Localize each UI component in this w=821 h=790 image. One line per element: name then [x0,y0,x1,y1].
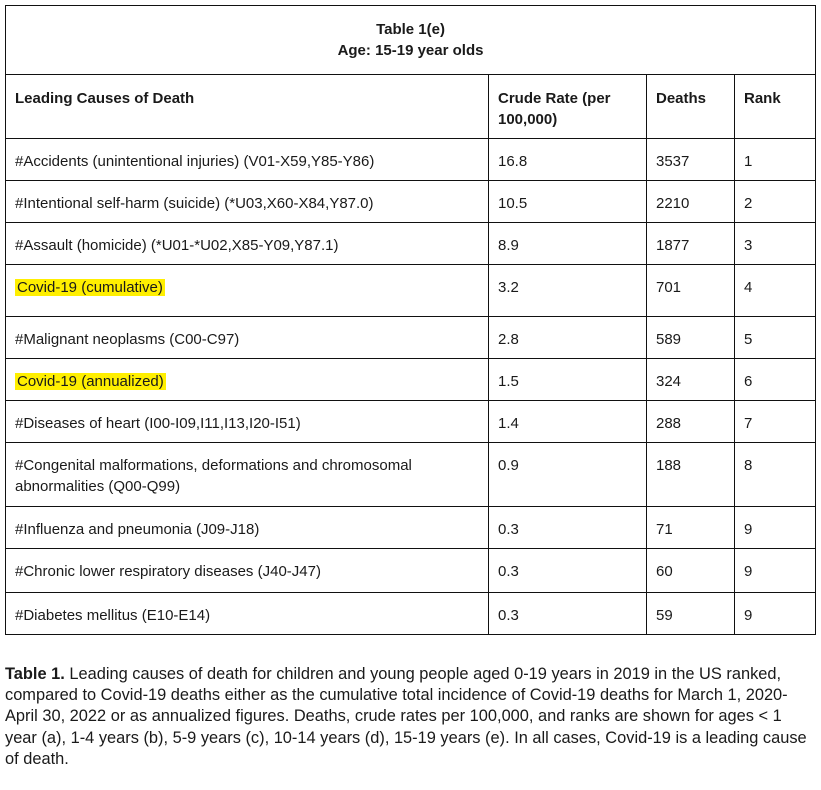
table-row [6,223,816,265]
cell-deaths: 324 [647,359,735,401]
cell-rank: 9 [735,507,816,549]
cell-cause [6,139,489,181]
header-rank: Rank [735,75,816,139]
cause-text: #Assault (homicide) (*U01-*U02,X85-Y09,Y87.1) [15,237,339,254]
table-row [6,401,816,443]
table-row [6,549,816,593]
cell-deaths: 188 [647,443,735,507]
cell-deaths: 60 [647,549,735,593]
cell-deaths: 2210 [647,181,735,223]
table-subtitle: Age: 15-19 year olds [337,42,484,59]
cell-crude-rate: 8.9 [489,223,647,265]
highlighted-cause-text: Covid-19 (cumulative) [17,279,163,296]
table-header-row [6,75,816,139]
cell-crude-rate: 1.4 [489,401,647,443]
table-row [6,593,816,635]
cell-crude-rate: 3.2 [489,265,647,317]
header-cause: Leading Causes of Death [6,75,489,139]
table-row [6,507,816,549]
table-body [6,139,816,635]
cell-crude-rate: 1.5 [489,359,647,401]
table-title: Table 1(e) [376,21,445,38]
table-caption [5,664,813,770]
caption-label: Table 1. [5,665,65,683]
cell-rank: 2 [735,181,816,223]
table-row [6,181,816,223]
cell-deaths: 59 [647,593,735,635]
cell-rank: 5 [735,317,816,359]
table-row [6,359,816,401]
cause-text: #Diseases of heart (I00-I09,I11,I13,I20-I51) [15,415,301,432]
cell-deaths: 288 [647,401,735,443]
cell-cause [6,317,489,359]
table-title-cell [6,6,816,75]
cell-cause [6,549,489,593]
cell-crude-rate: 2.8 [489,317,647,359]
cell-rank: 7 [735,401,816,443]
cell-crude-rate: 0.3 [489,549,647,593]
table-title-row [6,6,816,75]
header-crude-rate: Crude Rate (per 100,000) [489,75,647,139]
cell-deaths: 589 [647,317,735,359]
cell-cause [6,593,489,635]
cell-cause [6,401,489,443]
cause-text: #Congenital malformations, deformations and chromosomal abnormalities (Q00-Q99) [15,457,412,495]
cell-rank: 3 [735,223,816,265]
cell-rank: 9 [735,549,816,593]
cell-rank: 1 [735,139,816,181]
cause-text: #Influenza and pneumonia (J09-J18) [15,521,260,538]
cell-deaths: 3537 [647,139,735,181]
highlighted-cause-text: Covid-19 (annualized) [17,373,164,390]
table-row [6,317,816,359]
cell-deaths: 1877 [647,223,735,265]
cell-cause [6,223,489,265]
cell-deaths: 701 [647,265,735,317]
cell-rank: 8 [735,443,816,507]
table-row [6,443,816,507]
cell-crude-rate: 0.9 [489,443,647,507]
cell-deaths: 71 [647,507,735,549]
cause-text: #Diabetes mellitus (E10-E14) [15,607,211,624]
table-row [6,265,816,317]
cell-rank: 6 [735,359,816,401]
caption-text: Leading causes of death for children and young people aged 0-19 years in 2019 in the US ranked, compared to Covid-19 deaths either as the cumulative total incidence of Covid-19 deaths for March 1, 2020-April 30, 2022 or as annualized figures. Deaths, crude rates per 100,000, and ranks are shown for ages < 1 year (a), 1-4 years (b), 5-9 years (c), 10-14 years (d), 15-19 years (e). In all cases, Covid-19 is a leading cause of death. [5,665,807,768]
cell-cause [6,507,489,549]
cell-cause [6,181,489,223]
cause-text: #Accidents (unintentional injuries) (V01-X59,Y85-Y86) [15,153,375,170]
cause-text: #Intentional self-harm (suicide) (*U03,X60-X84,Y87.0) [15,195,374,212]
cell-cause [6,265,489,317]
cell-crude-rate: 0.3 [489,507,647,549]
causes-of-death-table [5,5,816,635]
cell-crude-rate: 10.5 [489,181,647,223]
cell-rank: 9 [735,593,816,635]
table-row [6,139,816,181]
cell-crude-rate: 16.8 [489,139,647,181]
cause-text: #Malignant neoplasms (C00-C97) [15,331,240,348]
cell-rank: 4 [735,265,816,317]
cell-cause [6,359,489,401]
header-deaths: Deaths [647,75,735,139]
cause-text: #Chronic lower respiratory diseases (J40-J47) [15,563,321,580]
cell-crude-rate: 0.3 [489,593,647,635]
cell-cause [6,443,489,507]
